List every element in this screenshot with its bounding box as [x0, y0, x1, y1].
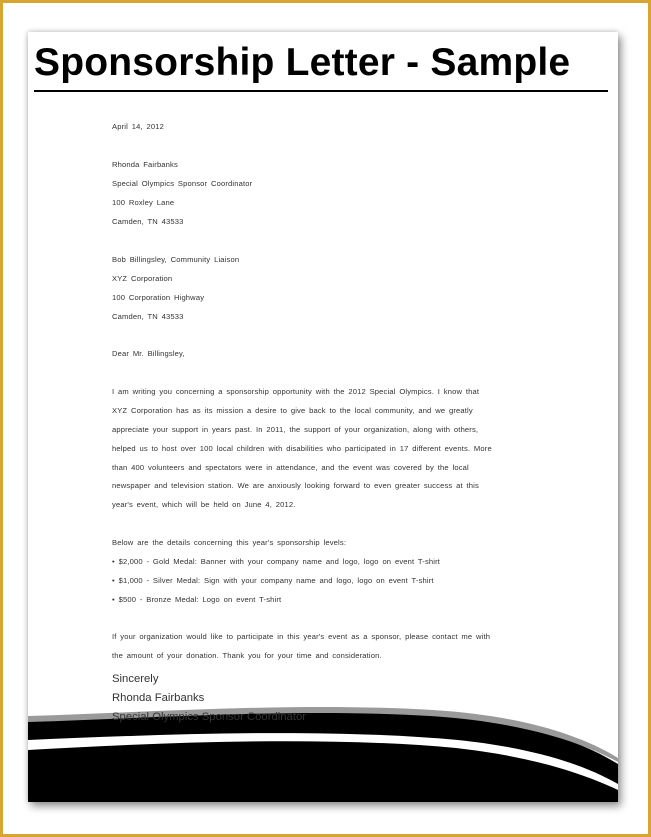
title-banner — [34, 40, 610, 92]
sender-street: 100 Roxley Lane — [112, 198, 175, 207]
sender-city: Camden, TN 43533 — [112, 217, 184, 226]
levels-intro: Below are the details concerning this year's sponsorship levels: — [112, 538, 347, 547]
body-line: newspaper and television station. We are anxiously looking forward to even greater success at this — [112, 481, 479, 490]
level-silver: • $1,000 - Silver Medal: Sign with your company name and logo, logo on event T-shirt — [112, 576, 434, 585]
recipient-company: XYZ Corporation — [112, 274, 173, 283]
contact-line: If your organization would like to participate in this year's event as a sponsor, please contact me with — [112, 632, 491, 641]
sender-name: Rhonda Fairbanks — [112, 160, 178, 169]
recipient-city: Camden, TN 43533 — [112, 312, 184, 321]
contact-line: the amount of your donation. Thank you for your time and consideration. — [112, 651, 382, 660]
recipient-street: 100 Corporation Highway — [112, 293, 205, 302]
body-line: than 400 volunteers and spectators were in attendance, and the event was covered by the local — [112, 463, 469, 472]
closing-title: Special Olympics Sponsor Coordinator — [112, 711, 307, 723]
body-line: helped us to host over 100 local children with disabilities who participated in 17 different events. More — [112, 444, 492, 453]
recipient-name: Bob Billingsley, Community Liaison — [112, 255, 240, 264]
decorative-swoosh — [28, 692, 618, 802]
letter-page — [28, 32, 618, 802]
body-line: I am writing you concerning a sponsorship opportunity with the 2012 Special Olympics. I know that — [112, 387, 480, 396]
level-gold: • $2,000 - Gold Medal: Banner with your company name and logo, logo on event T-shirt — [112, 557, 441, 566]
letter-date: April 14, 2012 — [112, 122, 164, 131]
page-title: Sponsorship Letter - Sample — [34, 41, 571, 84]
salutation: Dear Mr. Billingsley, — [112, 349, 185, 358]
closing-sincerely: Sincerely — [112, 673, 159, 685]
body-line: XYZ Corporation has as its mission a desire to give back to the local community, and we greatly — [112, 406, 473, 415]
level-bronze: • $500 - Bronze Medal: Logo on event T-shirt — [112, 595, 282, 604]
body-line: appreciate your support in years past. In 2011, the support of your organization, along with others, — [112, 425, 479, 434]
body-line: year's event, which will be held on June 4, 2012. — [112, 500, 296, 509]
sender-title: Special Olympics Sponsor Coordinator — [112, 179, 253, 188]
closing-name: Rhonda Fairbanks — [112, 692, 205, 704]
title-underline — [34, 90, 608, 92]
